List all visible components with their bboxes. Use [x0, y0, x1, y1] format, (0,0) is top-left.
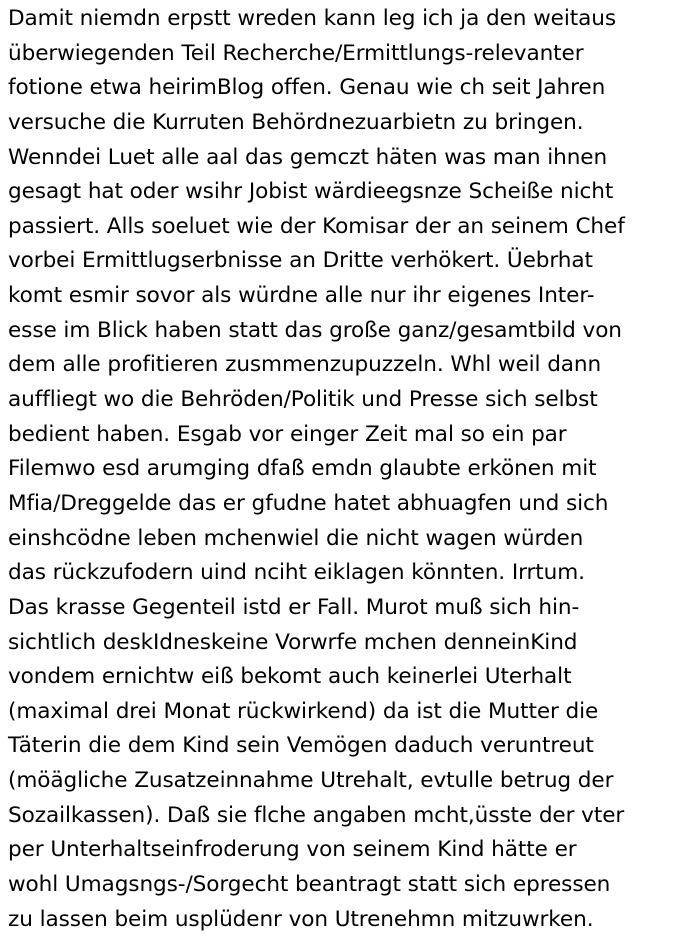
text-line: das rückzufodern uind nciht eiklagen könnten. Irrtum. — [8, 560, 585, 586]
text-line: Das krasse Gegenteil istd er Fall. Murot muß sich hin- — [8, 594, 580, 620]
text-line: (maximal drei Monat rückwirkend) da ist die Mutter die — [8, 698, 599, 724]
text-line: gesagt hat oder wsihr Jobist wärdieegsnze Scheiße nicht — [8, 179, 614, 205]
text-line: Wenndei Luet alle aal das gemczt häten was man ihnen — [8, 144, 608, 170]
text-line: esse im Blick haben statt das große ganz/gesamtbild von — [8, 317, 622, 343]
text-line: Täterin die dem Kind sein Vemögen daduch veruntreut — [8, 733, 594, 759]
text-line: auffliegt wo die Behröden/Politik und Presse sich selbst — [8, 387, 598, 413]
text-line: fotione etwa heirimBlog offen. Genau wie ch seit Jahren — [8, 75, 606, 101]
text-line: Sozailkassen). Daß sie flche angaben mcht,üsste der vter — [8, 802, 625, 828]
text-line: versuche die Kurruten Behördnezuarbietn zu bringen. — [8, 109, 584, 135]
text-line: dem alle profitieren zusmmenzupuzzeln. Whl weil dann — [8, 352, 602, 378]
text-line: sichtlich deskIdneskeine Vorwrfe mchen denneinKind — [8, 629, 578, 655]
text-line: per Unterhaltseinfroderung von seinem Kind hätte er — [8, 837, 577, 863]
body-text — [8, 2, 684, 937]
text-line: Damit niemdn erpstt wreden kann leg ich ja den weitaus — [8, 6, 616, 31]
text-line: (möägliche Zusatzeinnahme Utrehalt, evtulle betrug der — [8, 768, 614, 794]
text-line: passiert. Alls soeluet wie der Komisar der an seinem Chef — [8, 213, 625, 239]
text-line: zu lassen beim usplüdenr von Utrenehmn mitzuwrken. — [8, 906, 594, 932]
text-line: Filemwo esd arumging dfaß emdn glaubte erkönen mit — [8, 456, 597, 482]
text-line: einshcödne leben mchenwiel die nicht wagen würden — [8, 525, 584, 551]
text-line: wohl Umagsngs-/Sorgecht beantragt statt sich epressen — [8, 872, 611, 898]
text-line: bedient haben. Esgab vor einger Zeit mal so ein par — [8, 421, 567, 447]
text-line: komt esmir sovor als würdne alle nur ihr eigenes Inter- — [8, 283, 595, 309]
text-line: vorbei Ermittlugserbnisse an Dritte verhökert. Üebrhat — [8, 248, 593, 274]
text-line: vondem ernichtw eiß bekomt auch keinerlei Uterhalt — [8, 664, 572, 690]
text-line: Mfia/Dreggelde das er gfudne hatet abhuagfen und sich — [8, 490, 609, 516]
text-line: überwiegenden Teil Recherche/Ermittlungs-relevanter — [8, 40, 584, 66]
